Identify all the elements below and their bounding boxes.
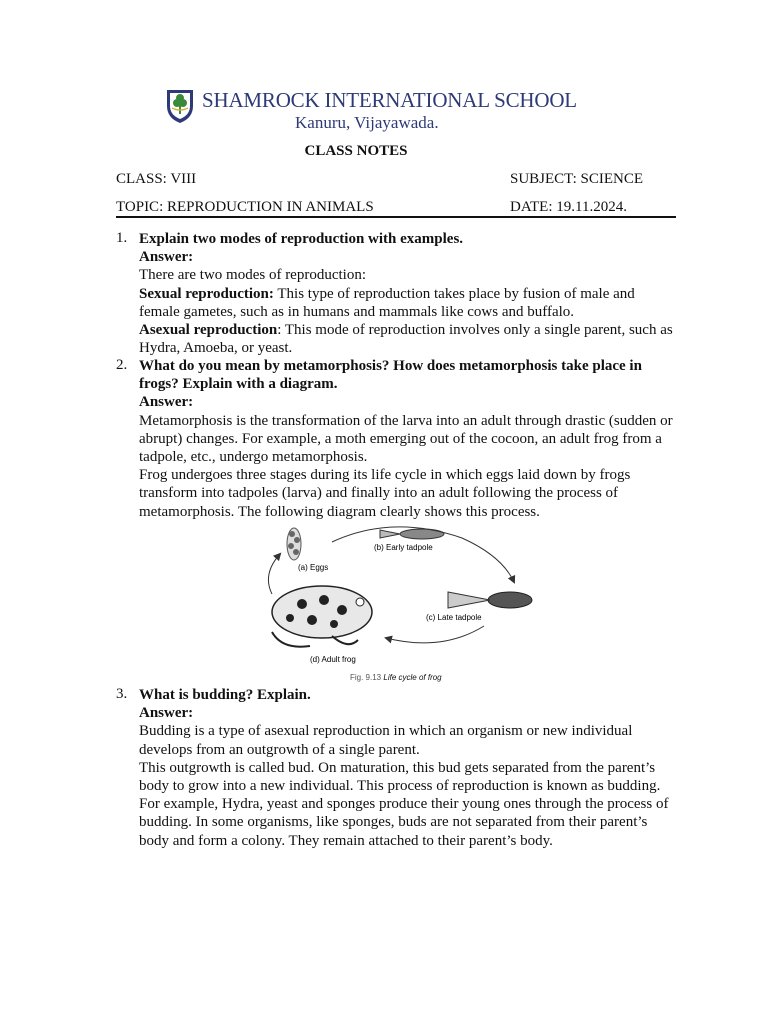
answer-paragraph: This outgrowth is called bud. On maturation, this bud gets separated from the parent’s body to grow into a new individual. This process of reproduction is known as budding. [139,759,661,795]
shamrock-shield-icon [165,88,195,124]
topic-label: TOPIC: REPRODUCTION IN ANIMALS [116,199,374,215]
question-3-block [139,686,679,850]
label-eggs: (a) Eggs [298,563,329,572]
label-late-tadpole: (c) Late tadpole [426,613,482,622]
question-number: 1. [116,230,128,246]
late-tadpole-icon [448,592,532,608]
page-title: CLASS NOTES [304,143,408,159]
header-divider [116,216,676,218]
question-1-block [139,230,679,357]
class-label: CLASS: VIII [116,171,197,187]
question-text: What do you mean by metamorphosis? How does metamorphosis take place in frogs? Explain with a diagram. [139,358,642,393]
svg-text:Fig. 9.13 Life cycle of [350,673,442,682]
date-label: DATE: 19.11.2024. [510,199,627,215]
label-adult-frog: (d) Adult frog [310,655,356,664]
answer-paragraph: For example, Hydra, yeast and sponges produce their young ones through the process of budding. In some organisms, like sponges, buds are not separated from their parent’s body and form a colony. They remain attached to their parent’s body. [139,796,669,849]
question-2-block [139,357,679,521]
question-number: 2. [116,357,128,373]
asexual-text: : This mode of reproduction involves only a single parent, such as Hydra, Amoeba, or yeast. [139,322,673,357]
answer-label: Answer: [139,705,194,722]
question-text: What is budding? Explain. [139,687,311,703]
answer-intro: There are two modes of reproduction: [139,267,366,284]
term-asexual: Asexual reproduction [139,322,278,339]
subject-label: SUBJECT: SCIENCE [510,171,644,187]
label-early-tadpole: (b) Early tadpole [374,543,433,552]
question-number: 3. [116,686,128,702]
sexual-text: This type of reproduction takes place by fusion of male and female gametes, such as in humans and mammals like cows and buffalo. [139,285,635,320]
school-name: SHAMROCK INTERNATIONAL SCHOOL [202,88,577,112]
adult-frog-icon [272,586,372,647]
answer-label: Answer: [139,249,194,266]
answer-paragraph: Metamorphosis is the transformation of the larva into an adult through drastic (sudden or abrupt) changes. For example, a moth emerging out of the cocoon, an adult frog from a tadpole, etc., undergo metamorphosis. [139,412,673,466]
school-location: Kanuru, Vijayawada. [295,113,439,132]
egg-cluster-icon [287,528,301,560]
question-text: Explain two modes of reproduction with examples. [139,231,464,247]
figure-number: Fig. 9.13 [350,673,382,682]
answer-paragraph: Frog undergoes three stages during its life cycle in which eggs laid down by frogs transform into tadpoles (larva) and finally into an adult following the process of metamorphosis. The following diagram clearly shows this process. [139,467,631,520]
answer-paragraph: Budding is a type of asexual reproduction in which an organism or new individual develops from an outgrowth of a single parent. [139,723,633,758]
frog-life-cycle-figure [262,522,538,684]
answer-label: Answer: [139,394,194,411]
figure-caption: Life cycle of frog [383,673,442,682]
term-sexual: Sexual reproduction: [139,285,274,302]
